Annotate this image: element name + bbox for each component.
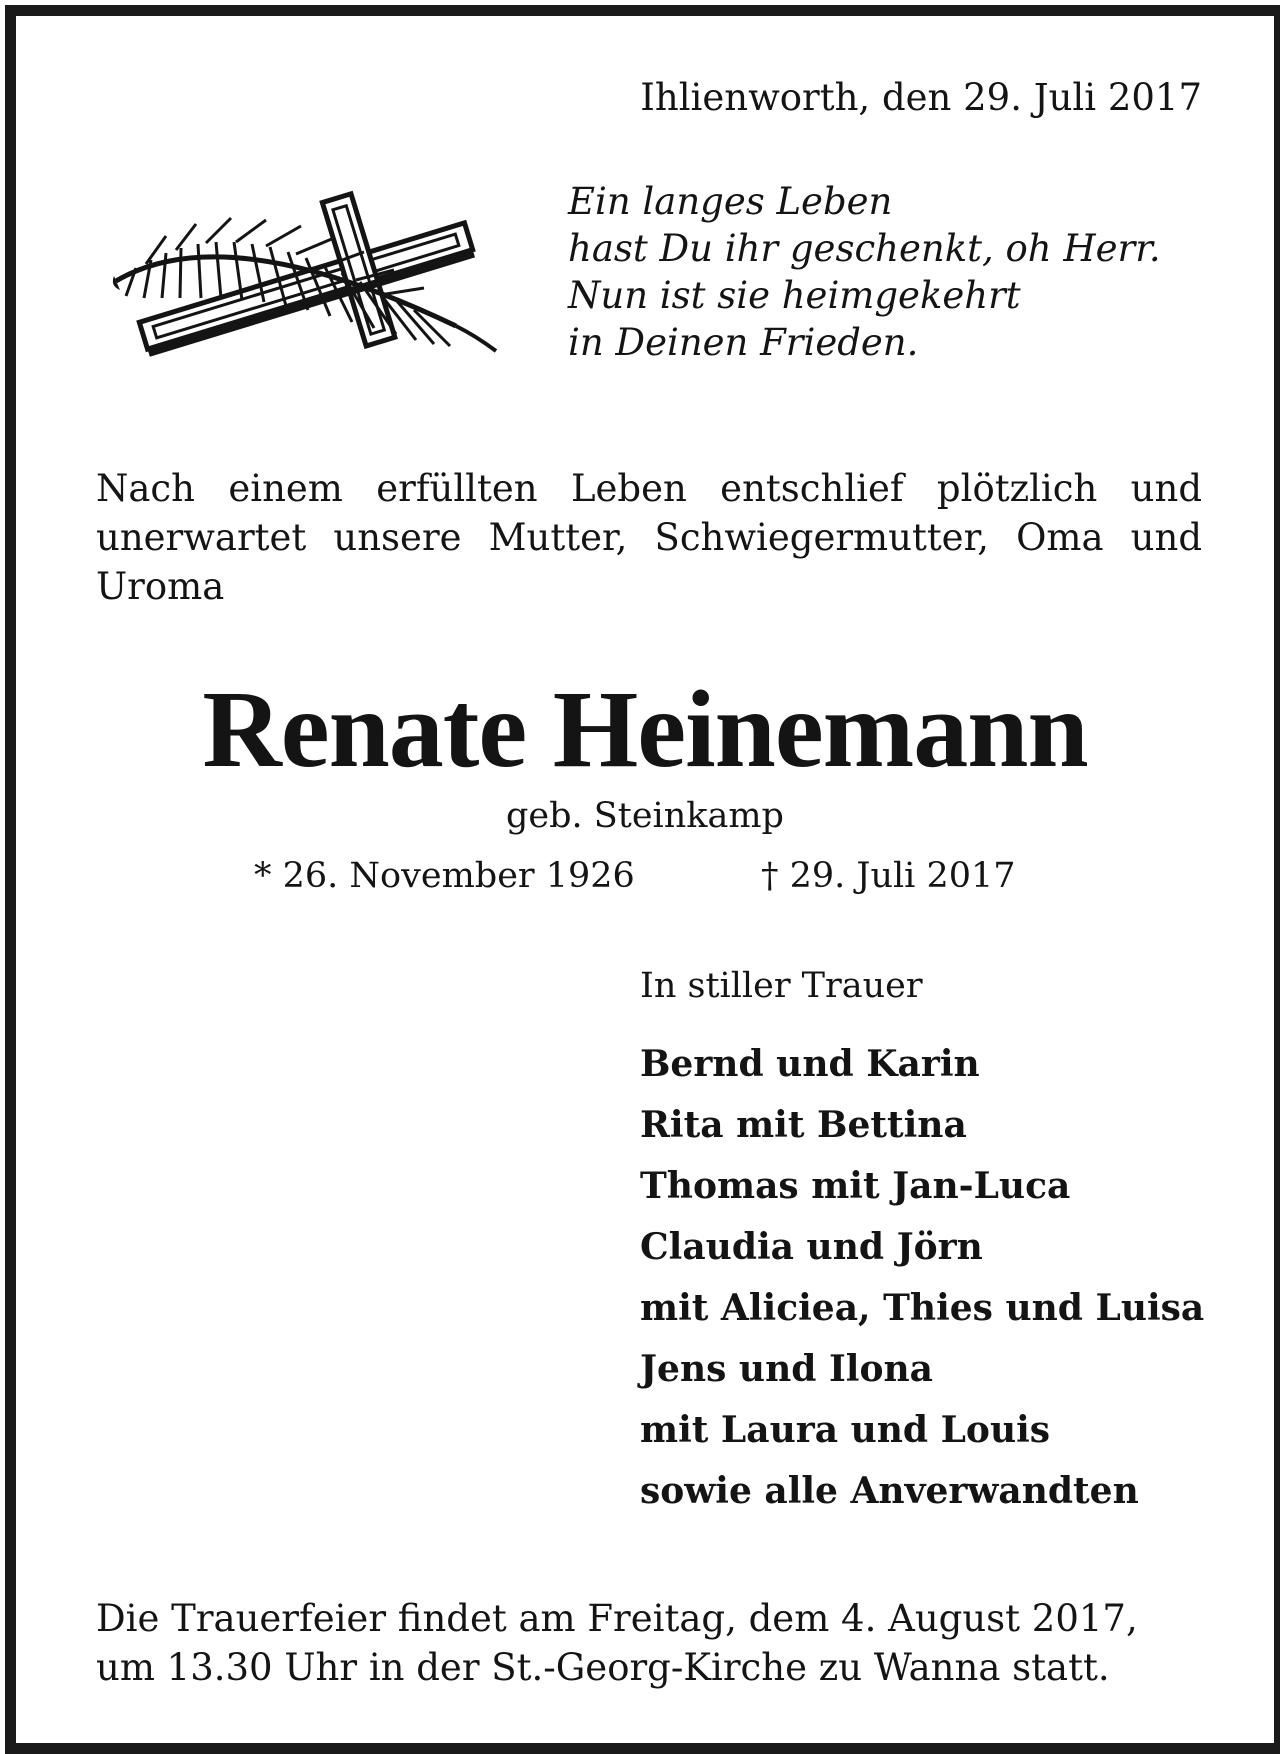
deceased-name: Renate Heinemann	[202, 668, 1088, 790]
birth-date: * 26. November 1926	[254, 856, 635, 896]
place-date: Ihlienworth, den 29. Juli 2017	[640, 76, 1202, 119]
cross-with-palm-branch-icon	[106, 186, 516, 376]
mourner-line: Claudia und Jörn	[640, 1226, 983, 1268]
funeral-line: Die Trauerfeier findet am Freitag, dem 4. August 2017,	[96, 1597, 1138, 1640]
quote-line: Ein langes Leben	[568, 180, 893, 223]
quote-line: hast Du ihr geschenkt, oh Herr.	[568, 227, 1161, 270]
mourners-list	[640, 1034, 1204, 1522]
obituary-card	[5, 5, 1280, 1754]
mourner-line: Thomas mit Jan-Luca	[640, 1165, 1071, 1207]
mourning-heading: In stiller Trauer	[640, 966, 923, 1006]
mourner-line: mit Aliciea, Thies und Luisa	[640, 1287, 1205, 1329]
funeral-line: um 13.30 Uhr in der St.-Georg-Kirche zu Wanna statt.	[96, 1646, 1110, 1689]
mourner-line: sowie alle Anverwandten	[640, 1470, 1139, 1512]
mourner-line: Rita mit Bettina	[640, 1104, 967, 1146]
funeral-notice	[96, 1594, 1138, 1692]
quote-line: in Deinen Frieden.	[568, 321, 919, 364]
maiden-name: geb. Steinkamp	[506, 796, 784, 836]
death-date: † 29. Juli 2017	[761, 856, 1016, 896]
quote-line: Nun ist sie heimgekehrt	[568, 274, 1021, 317]
intro-text: Nach einem erfüllten Leben entschlief plötzlich und unerwartet unsere Mutter, Schwiegermutter, Oma und Uroma	[96, 467, 1202, 608]
mourner-line: Jens und Ilona	[640, 1348, 933, 1390]
bible-quote	[568, 178, 1161, 366]
mourner-line: mit Laura und Louis	[640, 1409, 1051, 1451]
mourner-line: Bernd und Karin	[640, 1043, 980, 1085]
